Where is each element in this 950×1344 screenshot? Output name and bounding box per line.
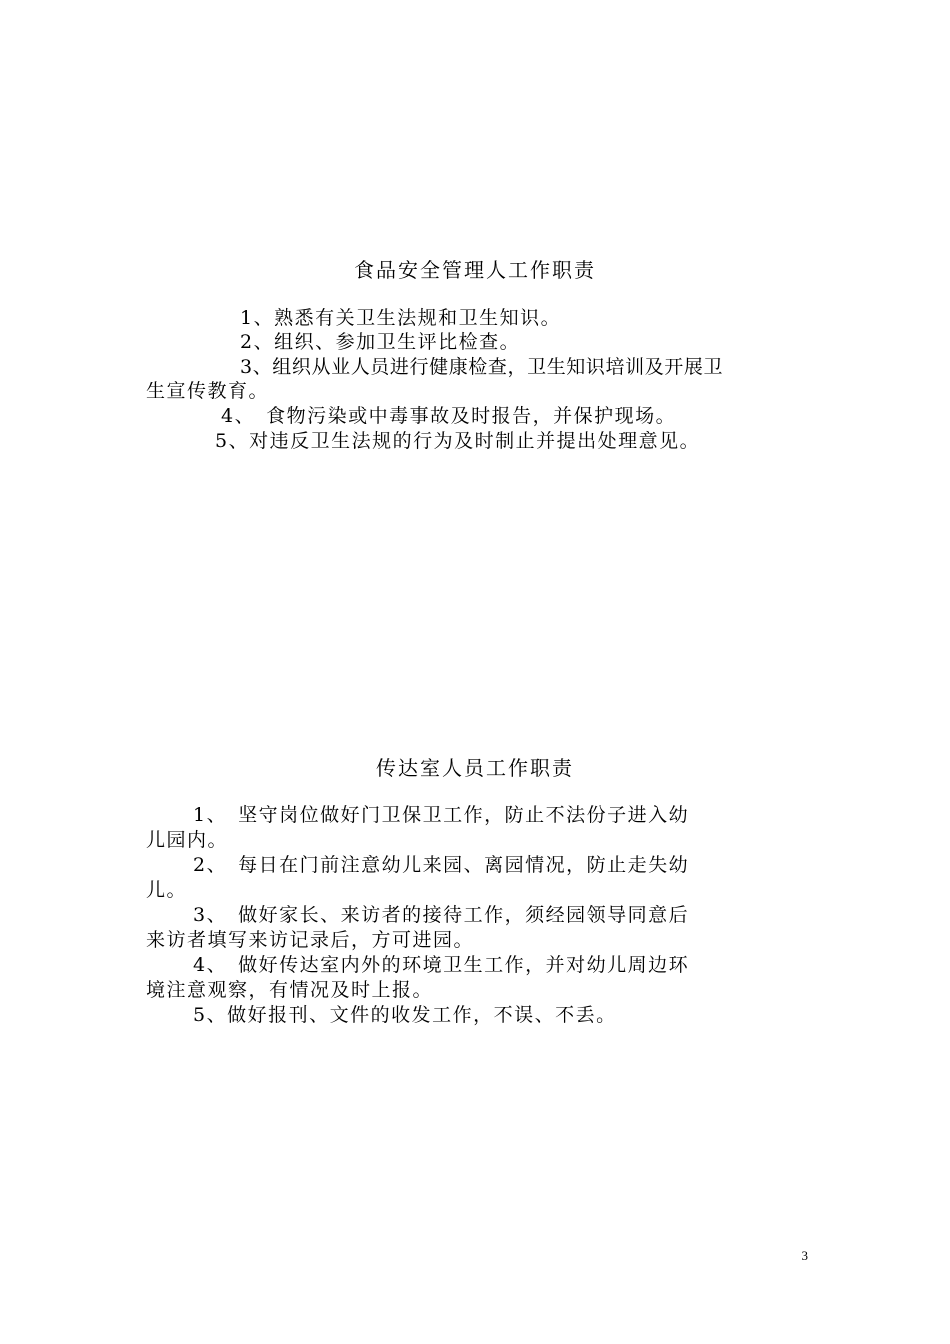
food-safety-item-5: 5、对违反卫生法规的行为及时制止并提出处理意见。 — [215, 430, 701, 452]
reception-item-1-continued: 儿园内。 — [146, 829, 229, 851]
reception-item-4: 4、 做好传达室内外的环境卫生工作，并对幼儿周边环 — [193, 954, 690, 976]
reception-item-2: 2、 每日在门前注意幼儿来园、离园情况，防止走失幼 — [193, 854, 690, 876]
section-title-food-safety: 食品安全管理人工作职责 — [354, 258, 596, 282]
food-safety-item-4: 4、 食物污染或中毒事故及时报告，并保护现场。 — [221, 405, 677, 427]
page-number: 3 — [801, 1248, 808, 1263]
food-safety-item-2: 2、组织、参加卫生评比检查。 — [240, 331, 521, 353]
food-safety-item-3-continued: 生宣传教育。 — [146, 380, 270, 402]
reception-item-3: 3、 做好家长、来访者的接待工作，须经园领导同意后 — [193, 904, 690, 926]
reception-item-5: 5、做好报刊、文件的收发工作，不误、不丢。 — [193, 1004, 617, 1026]
food-safety-item-1: 1、熟悉有关卫生法规和卫生知识。 — [240, 307, 562, 329]
reception-item-1: 1、 坚守岗位做好门卫保卫工作，防止不法份子进入幼 — [193, 804, 690, 826]
section-title-reception-room: 传达室人员工作职责 — [376, 756, 574, 780]
reception-item-2-continued: 儿。 — [146, 879, 188, 901]
reception-item-4-continued: 境注意观察，有情况及时上报。 — [146, 979, 434, 1001]
reception-item-3-continued: 来访者填写来访记录后，方可进园。 — [146, 929, 475, 951]
food-safety-item-3: 3、组织从业人员进行健康检查，卫生知识培训及开展卫 — [240, 356, 724, 378]
